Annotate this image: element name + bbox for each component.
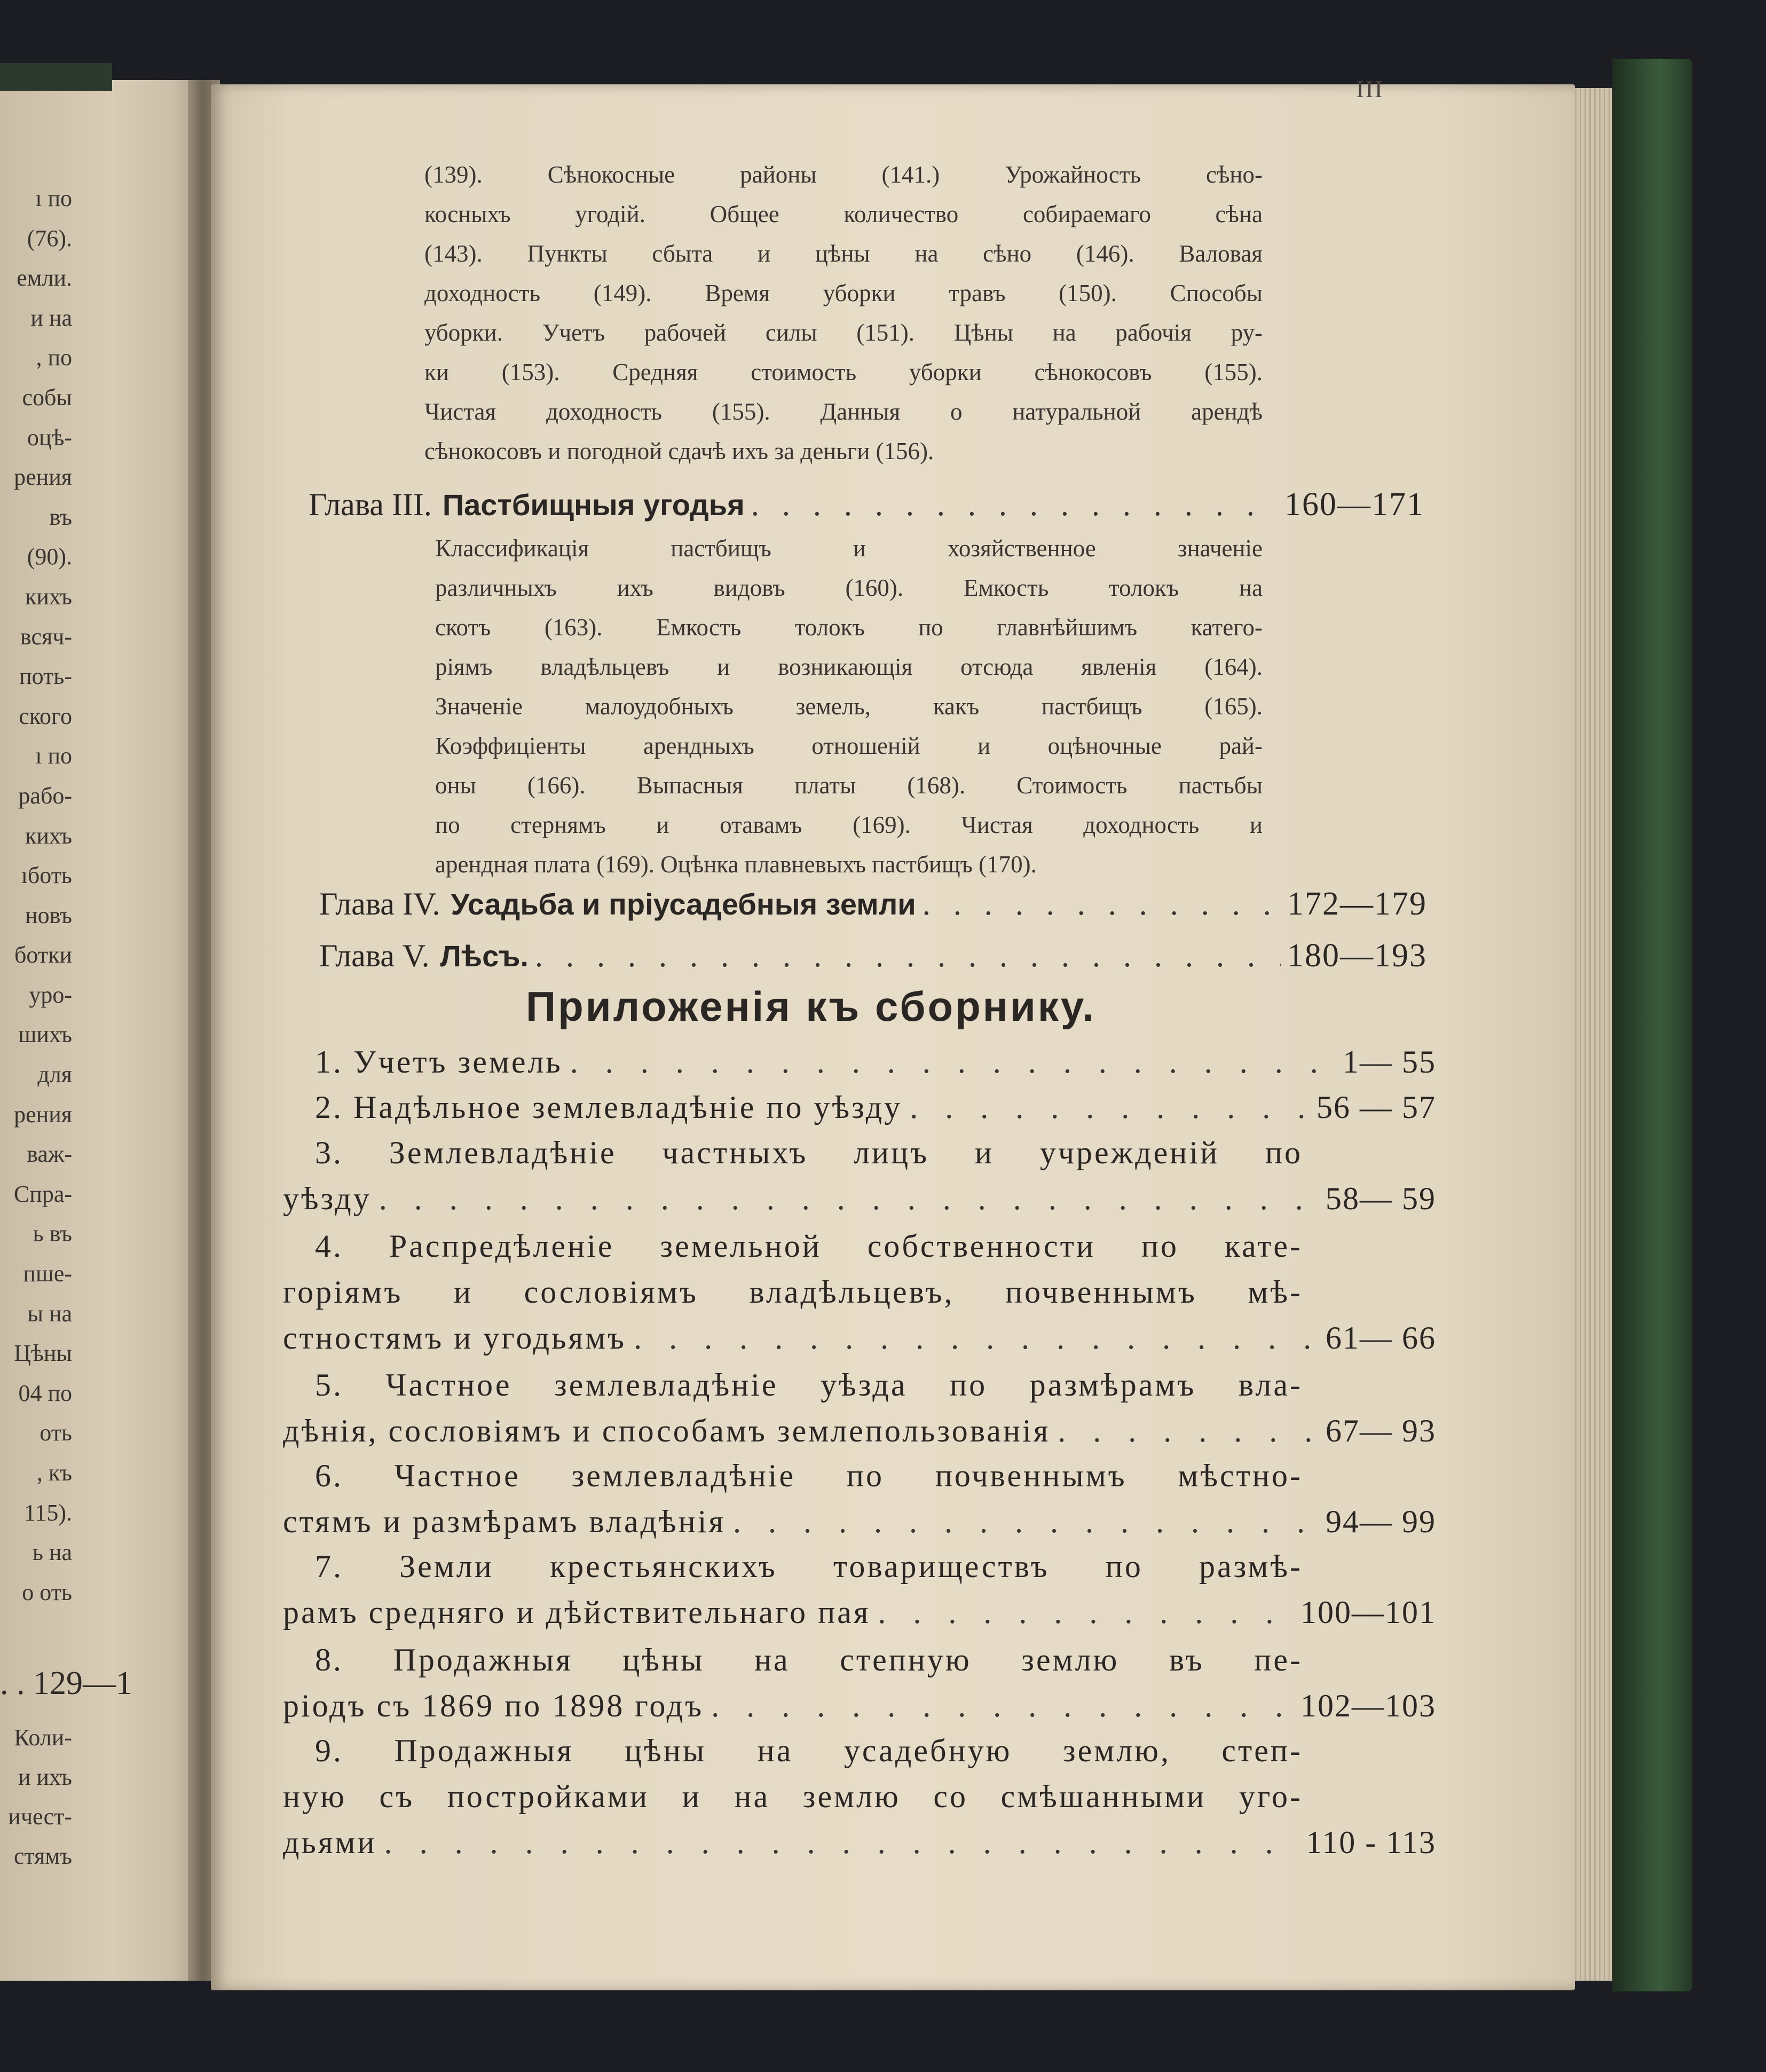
chapter-5[interactable] [319,937,1427,985]
appendix-entry[interactable] [283,1135,1436,1226]
entry-text: стностямъ и угодьямъ [283,1320,627,1356]
appendix-entry[interactable] [283,1732,1436,1870]
text-line: ского [19,703,72,729]
summary-line: Коэффиціенты арендныхъ отношеній и оцѣночные рай- [435,732,1263,759]
text-line: ь на [32,1539,72,1566]
appendix-entry[interactable] [283,1089,1436,1135]
entry-pages: 67— 93 [1326,1413,1436,1448]
left-page-text [0,179,72,1612]
summary-line: оны (166). Выпасныя платы (168). Стоимость пастьбы [435,772,1263,799]
text-line: ботки [14,942,72,968]
left-cover-edge [0,63,112,91]
left-page-text-lower [0,1718,72,1876]
appendix-entry[interactable] [283,1044,1436,1090]
entry-text: ріодъ съ 1869 по 1898 годъ [283,1688,704,1723]
appendix-entry[interactable] [283,1642,1436,1734]
leader-dots [878,1594,1293,1631]
text-line: (90). [27,543,72,570]
text-line: Коли- [14,1724,72,1751]
text-line: (76). [27,225,72,251]
entry-text: уѣзду [283,1181,372,1216]
chapter-summary-top [424,155,1263,471]
text-line: , по [36,344,72,371]
entry-pages: 110 - 113 [1306,1825,1436,1860]
chapter-3-summary [435,529,1263,884]
entry-pages: 61— 66 [1326,1320,1436,1356]
entry-text: рамъ средняго и дѣйствительнаго пая [283,1595,871,1630]
text-line: 115). [23,1499,72,1526]
text-line: собы [22,384,72,411]
leader-dots [910,1089,1309,1126]
text-line: рабо- [18,782,72,809]
appendix-entry[interactable] [283,1228,1436,1366]
chapter-pages: 172—179 [1287,886,1427,922]
summary-line: доходность (149). Время уборки травъ (150). Способы [424,280,1263,306]
text-line: Цѣны [14,1340,72,1367]
leader-dots [535,937,1281,974]
text-line: уро- [29,981,72,1008]
text-line: шихъ [18,1021,72,1048]
entry-text: 2. Надѣльное землевладѣніе по уѣзду [315,1090,903,1125]
summary-line: по стернямъ и отавамъ (169). Чистая доходность и [435,812,1263,838]
leader-dots [570,1044,1335,1081]
summary-line: косныхъ угодій. Общее количество собираемаго сѣна [424,201,1263,227]
summary-line: сѣнокосовъ и погодной сдачѣ ихъ за деньги (156). [424,438,934,464]
leader-dots [711,1688,1293,1724]
text-line: , къ [36,1460,72,1486]
text-line: рения [14,1101,72,1128]
summary-line: (139). Сѣнокосные районы (141.) Урожайность сѣно- [424,161,1263,188]
text-line: ıботь [21,862,72,889]
leader-dots [751,486,1278,523]
text-line: важ- [27,1141,72,1168]
text-line: для [37,1061,72,1088]
entry-text: 1. Учетъ земель [315,1044,563,1080]
summary-line: различныхъ ихъ видовъ (160). Емкость толокъ на [435,574,1263,601]
entry-text: 4. Распредѣленіе земельной собственности по кате- [315,1228,1303,1264]
text-line: оцѣ- [27,424,72,451]
entry-text: ную съ постройками и на землю со смѣшанными уго- [283,1779,1303,1814]
page-number: III [1356,75,1384,103]
summary-line: уборки. Учетъ рабочей силы (151). Цѣны на рабочія ру- [424,319,1263,346]
left-page-range: . . 129—1 [0,1665,132,1701]
chapter-4[interactable] [319,885,1427,933]
chapter-label: Глава IV. [319,886,440,921]
leader-dots [1058,1413,1318,1449]
text-line: о оть [22,1579,72,1605]
entry-pages: 56 — 57 [1316,1090,1436,1125]
summary-line: скотъ (163). Емкость толокъ по главнѣйшимъ катего- [435,614,1263,641]
chapter-pages: 160—171 [1284,486,1424,523]
summary-line: ріямъ владѣльцевъ и возникающія отсюда явленія (164). [435,653,1263,680]
text-line: Спра- [13,1180,72,1207]
entry-pages: 1— 55 [1343,1044,1436,1080]
text-line: ı по [35,743,72,769]
leader-dots [634,1320,1318,1357]
entry-text: 6. Частное землевладѣніе по почвеннымъ мѣстно- [315,1458,1303,1493]
chapter-title: Пастбищныя угодья [442,488,745,522]
entry-text: 5. Частное землевладѣніе уѣзда по размѣрамъ вла- [315,1367,1303,1403]
chapter-title: Усадьба и пріусадебныя земли [451,887,916,921]
chapter-3[interactable] [309,486,1424,534]
chapter-pages: 180—193 [1287,937,1427,974]
entry-text: 9. Продажныя цѣны на усадебную землю, степ- [315,1733,1303,1768]
summary-line: арендная плата (169). Оцѣнка плавневыхъ пастбищъ (170). [435,851,1037,878]
entry-pages: 100—101 [1300,1595,1436,1630]
text-line: кихъ [25,583,72,610]
appendix-entry[interactable] [283,1458,1436,1549]
text-line: 04 по [18,1380,72,1406]
entry-text: стямъ и размѣрамъ владѣнія [283,1504,726,1539]
entry-text: 3. Землевладѣніе частныхъ лицъ и учрежденій по [315,1135,1303,1170]
text-line: ичест- [8,1803,72,1830]
text-line: емли. [17,265,72,292]
text-line: въ [49,503,72,530]
text-line: всяч- [20,623,72,650]
leader-dots [379,1180,1318,1217]
entry-text: 7. Земли крестьянскихъ товариществъ по размѣ- [315,1549,1303,1584]
text-line: стямъ [13,1843,72,1869]
chapter-title: Лѣсъ. [440,939,529,973]
appendix-heading: Приложенія къ сборнику. [526,983,1097,1030]
chapter-label: Глава V. [319,938,430,973]
entry-pages: 94— 99 [1326,1504,1436,1539]
entry-text: дьями [283,1825,377,1860]
text-line: рения [14,464,72,491]
text-line: кихъ [25,822,72,849]
entry-text: 8. Продажныя цѣны на степную землю въ пе- [315,1642,1303,1677]
appendix-entry[interactable] [283,1548,1436,1640]
text-line: ы на [27,1300,72,1327]
entry-pages: 102—103 [1300,1688,1436,1723]
entry-text: дѣнія, сословіямъ и способамъ землепользованія [283,1413,1051,1448]
text-line: поть- [19,663,72,690]
summary-line: Классификація пастбищъ и хозяйственное значеніе [435,535,1263,562]
text-line: пше- [23,1260,72,1287]
text-line: ı по [35,185,72,211]
summary-line: (143). Пункты сбыта и цѣны на сѣно (146). Валовая [424,240,1263,267]
text-line: новъ [25,902,72,928]
chapter-label: Глава III. [309,487,432,522]
entry-pages: 58— 59 [1326,1181,1436,1216]
text-line: и ихъ [18,1764,72,1790]
leader-dots [384,1824,1299,1861]
text-line: оть [40,1420,72,1446]
leader-dots [923,886,1281,923]
book-cover [1612,59,1692,1991]
text-line: ь въ [33,1220,72,1247]
text-line: и на [30,304,72,331]
appendix-entry[interactable] [283,1367,1436,1459]
entry-text: горіямъ и сословіямъ владѣльцевъ, почвеннымъ мѣ- [283,1274,1303,1310]
summary-line: Значеніе малоудобныхъ земель, какъ пастбищъ (165). [435,693,1263,720]
summary-line: Чистая доходность (155). Данныя о натуральной арендѣ [424,398,1263,425]
summary-line: ки (153). Средняя стоимость уборки сѣнокосовъ (155). [424,359,1263,385]
leader-dots [733,1503,1318,1540]
